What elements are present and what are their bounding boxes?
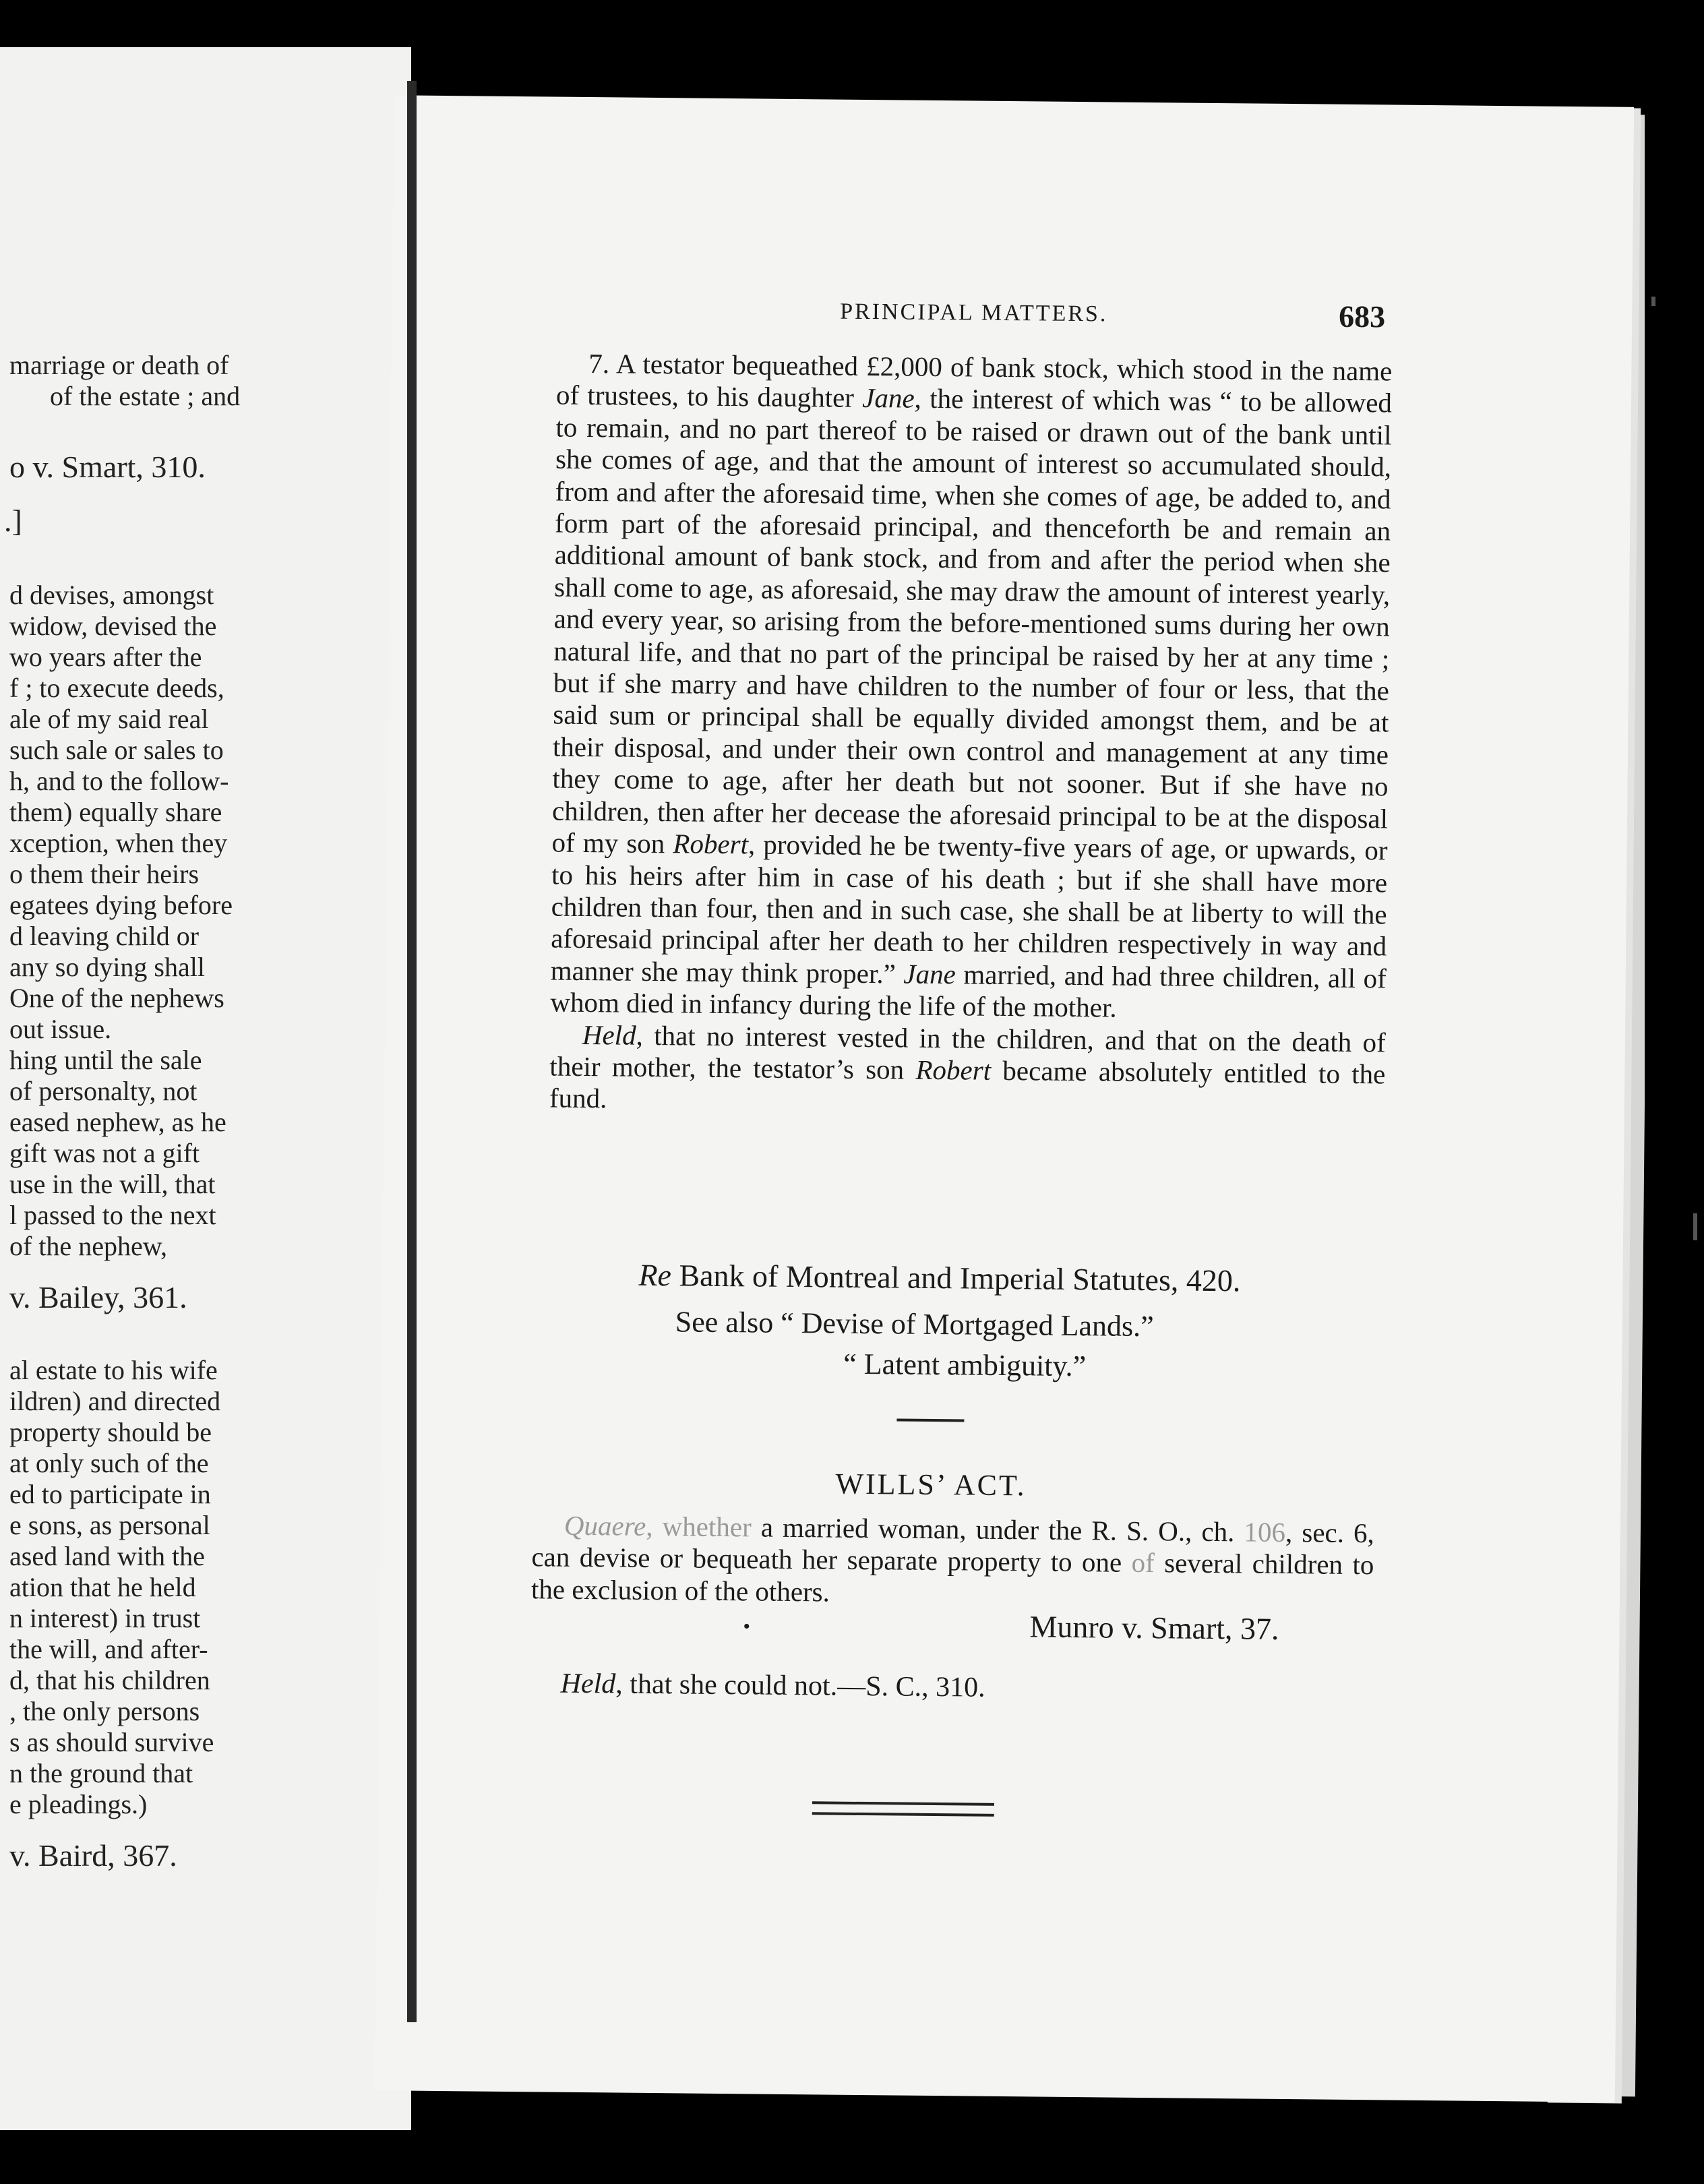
left-page-line: widow, devised the — [9, 611, 217, 641]
left-page-line: n interest) in trust — [9, 1603, 201, 1633]
see-also: See also “ Devise of Mortgaged Lands.” — [675, 1305, 1154, 1343]
right-page — [375, 95, 1634, 2102]
left-page — [0, 47, 411, 2130]
wills-act-paragraph — [531, 1509, 1374, 1613]
faded-text: 106 — [1244, 1516, 1286, 1548]
entry-text: , that no interest vested in the children, and that on the death of their mother, the testator’s son — [549, 1019, 1387, 1085]
left-page-line: .] — [4, 504, 22, 538]
case-citation — [638, 1257, 1240, 1299]
left-page-line: at only such of the — [9, 1448, 209, 1478]
section-divider — [896, 1418, 964, 1422]
left-page-line: d leaving child or — [9, 921, 200, 951]
page-number: 683 — [1338, 299, 1386, 334]
left-page-line: egatees dying before — [9, 890, 233, 920]
entry-text: became absolutely entitled to the fund. — [549, 1054, 1386, 1114]
faded-text: of — [1131, 1547, 1155, 1579]
entry-7 — [549, 348, 1393, 1123]
left-page-line: d, that his children — [9, 1665, 210, 1695]
left-page-line: of the nephew, — [9, 1231, 167, 1261]
left-page-line: l passed to the next — [9, 1200, 216, 1230]
held-label: Held — [582, 1019, 636, 1051]
running-head: PRINCIPAL MATTERS. — [840, 299, 1108, 327]
wills-act-entry — [531, 1509, 1374, 1613]
left-page-line: o them their heirs — [9, 859, 200, 889]
wills-text: , sec. 6, can devise or bequeath her separate property to one — [531, 1517, 1375, 1579]
entry-7-paragraph — [550, 348, 1392, 1027]
wills-text: several children to the exclusion of the others. — [530, 1547, 1374, 1608]
quaere-label: Quaere — [564, 1509, 646, 1542]
case-citation-munro: Munro v. Smart, 37. — [1029, 1609, 1279, 1646]
left-page-line: xception, when they — [9, 828, 228, 858]
left-page-line: ed to participate in — [9, 1479, 211, 1509]
entry-text: married, and had three children, all of whom died in infancy during the life of the mother. — [550, 959, 1387, 1023]
see-also-latent: “ Latent ambiguity.” — [843, 1347, 1087, 1383]
left-page-line: property should be — [9, 1417, 212, 1447]
left-page-line: of the estate ; and — [50, 381, 241, 411]
scan-speck — [1693, 1213, 1697, 1240]
left-page-line: o v. Smart, 310. — [9, 450, 206, 484]
entry-name: Jane — [862, 382, 915, 415]
entry-name: Robert — [673, 828, 749, 860]
wills-text: a married woman, under the R. S. O., ch. — [751, 1511, 1244, 1548]
entry-7-holding — [549, 1019, 1386, 1122]
left-page-line: f ; to execute deeds, — [9, 673, 224, 703]
entry-text: , the interest of which was “ to be allowed to remain, and no part thereof to be raised or drawn out of the bank until she comes of age, and that the amount of interest so accumulated should, from and after the aforesaid time, when she comes of age, be added to, and form part of the aforesaid principal, and thenceforth be and remain an additional amount of bank stock, and from and after the period when she shall come to age, as aforesaid, she may draw the amount of interest yearly, and every year, so arising from the before-mentioned sums during her own natural life, and that no part of the principal be raised by her at any time ; but if she marry and have children to the number of four or less, that the said sum or principal shall be equally divided amongst them, and be at their disposal, and under their own control and management at any time they come to age, after her death but not sooner. But if she have no children, then after her decease the aforesaid principal to be at the disposal of my son — [551, 383, 1393, 859]
left-page-line: wo years after the — [9, 642, 202, 672]
left-page-line: v. Bailey, 361. — [9, 1280, 187, 1314]
left-page-line: h, and to the follow- — [9, 766, 229, 796]
left-page-line: of personalty, not — [9, 1076, 197, 1106]
left-page-line: the will, and after- — [9, 1634, 208, 1664]
entry-text: , provided he be twenty-five years of age, or upwards, or to his heirs after him in case of his death ; but if she shall have more children than four, then and in such case, she shall be at liberty to will the aforesaid principal after her death to her children respectively in way and manner she may think proper.” — [550, 828, 1388, 990]
left-page-line: al estate to his wife — [9, 1355, 218, 1385]
left-page-line: v. Baird, 367. — [9, 1838, 177, 1873]
entry-name: Robert — [915, 1054, 992, 1086]
gutter-shadow — [407, 81, 417, 2022]
left-page-line: marriage or death of — [9, 350, 229, 380]
faded-text: , whether — [646, 1510, 752, 1543]
left-page-line: e sons, as personal — [9, 1510, 210, 1540]
bullet-mark: • — [743, 1615, 751, 1638]
left-page-line: ildren) and directed — [9, 1386, 221, 1416]
scan-border — [1645, 0, 1704, 2184]
held-label: Held — [560, 1668, 616, 1700]
citation-re: Re — [638, 1257, 672, 1293]
entry-text: 7. A testator bequeathed £2,000 of bank stock, which stood in the name of trustees, to his daughter — [555, 348, 1393, 414]
section-title-wills-act: WILLS’ ACT. — [835, 1467, 1027, 1503]
end-rule — [812, 1801, 994, 1806]
left-page-line: out issue. — [9, 1014, 112, 1044]
left-page-line: e pleadings.) — [9, 1789, 148, 1819]
left-page-line: use in the will, that — [9, 1169, 216, 1199]
end-rule — [812, 1812, 994, 1817]
left-page-line: gift was not a gift — [9, 1138, 200, 1168]
left-page-line: d devises, amongst — [9, 580, 214, 610]
left-page-line: n the ground that — [9, 1758, 193, 1788]
left-page-line: any so dying shall — [9, 952, 205, 982]
held-text: , that she could not.—S. C., 310. — [615, 1668, 985, 1703]
wills-holding — [560, 1668, 985, 1704]
entry-name: Jane — [903, 958, 956, 990]
left-page-line: ased land with the — [9, 1541, 205, 1571]
left-page-line: ation that he held — [9, 1572, 196, 1602]
left-page-line: s as should survive — [9, 1727, 214, 1757]
left-page-line: hing until the sale — [9, 1045, 202, 1075]
left-page-line: ale of my said real — [9, 704, 209, 734]
left-page-line: them) equally share — [9, 797, 222, 827]
left-page-line: One of the nephews — [9, 983, 224, 1013]
left-page-line: eased nephew, as he — [9, 1107, 226, 1137]
left-page-line: such sale or sales to — [9, 735, 224, 765]
citation-text: Bank of Montreal and Imperial Statutes, 420. — [671, 1258, 1241, 1298]
scan-speck — [1651, 297, 1655, 306]
left-page-line: , the only persons — [9, 1696, 200, 1726]
